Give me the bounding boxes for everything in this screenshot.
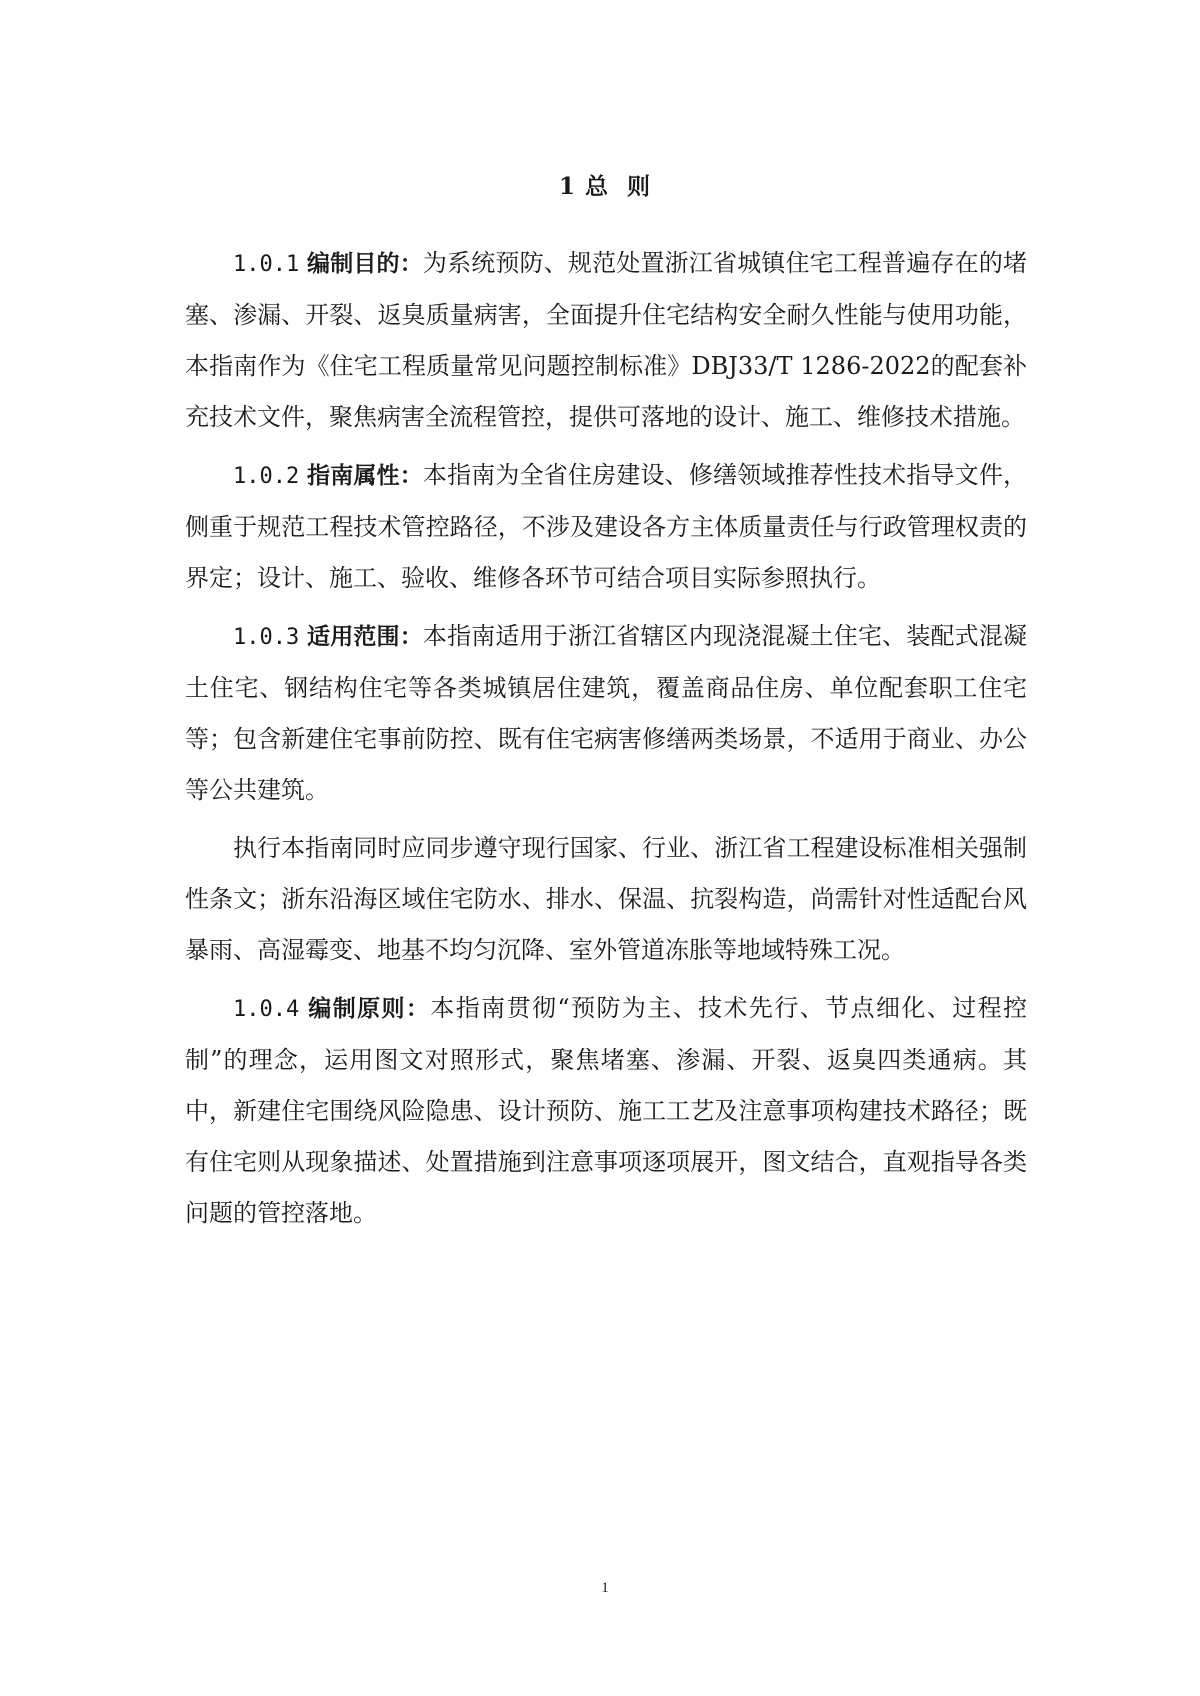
clause-heading: 编制目的 [307,251,400,277]
clause-colon: ： [399,624,423,650]
clause-heading: 编制原则 [308,996,406,1022]
clause-number: 1.0.1 [233,252,300,277]
clause-colon: ： [405,996,431,1022]
clause-text: 本指南为全省住房建设、修缮领域推荐性技术指导文件，侧重于规范工程技术管控路径，不涉及建设各方主体质量责任与行政管理权责的界定；设计、施工、验收、维修各环节可结合项目实际参照执行。 [185,461,1028,592]
chapter-title: 1 总 则 [558,173,652,200]
document-body [185,238,1027,1246]
clause-number: 1.0.4 [233,997,300,1022]
clause-1-0-2 [185,450,1027,604]
clause-1-0-4 [185,983,1027,1239]
clause-text: 本指南贯彻“预防为主、技术先行、节点细化、过程控制”的理念，运用图文对照形式，聚焦堵塞、渗漏、开裂、返臭四类通病。其中，新建住宅围绕风险隐患、设计预防、施工工艺及注意事项构建技术路径；既有住宅则从现象描述、处置措施到注意事项逐项展开，图文结合，直观指导各类问题的管控落地。 [185,994,1028,1227]
page-number: 1 [601,1580,609,1596]
clause-1-0-3 [185,611,1027,816]
clause-heading: 适用范围 [307,624,400,650]
clause-colon: ： [399,251,423,277]
clause-1-0-1 [185,238,1027,443]
clause-colon: ： [399,463,423,489]
clause-1-0-3-note [185,823,1027,976]
clause-heading: 指南属性 [307,463,400,489]
clause-number: 1.0.3 [233,625,300,650]
clause-number: 1.0.2 [233,464,300,489]
clause-text: 本指南适用于浙江省辖区内现浇混凝土住宅、装配式混凝土住宅、钢结构住宅等各类城镇居住建筑，覆盖商品住房、单位配套职工住宅等；包含新建住宅事前防控、既有住宅病害修缮两类场景，不适用于商业、办公等公共建筑。 [185,622,1028,804]
clause-text: 为系统预防、规范处置浙江省城镇住宅工程普遍存在的堵塞、渗漏、开裂、返臭质量病害，全面提升住宅结构安全耐久性能与使用功能，本指南作为《住宅工程质量常见问题控制标准》DBJ33/T 1286-2022的配套补充技术文件，聚焦病害全流程管控，提供可落地的设计、施工、维修技术措施。 [185,249,1028,431]
clause-text: 执行本指南同时应同步遵守现行国家、行业、浙江省工程建设标准相关强制性条文；浙东沿海区域住宅防水、排水、保温、抗裂构造，尚需针对性适配台风暴雨、高湿霉变、地基不均匀沉降、室外管道冻胀等地域特殊工况。 [185,834,1027,964]
